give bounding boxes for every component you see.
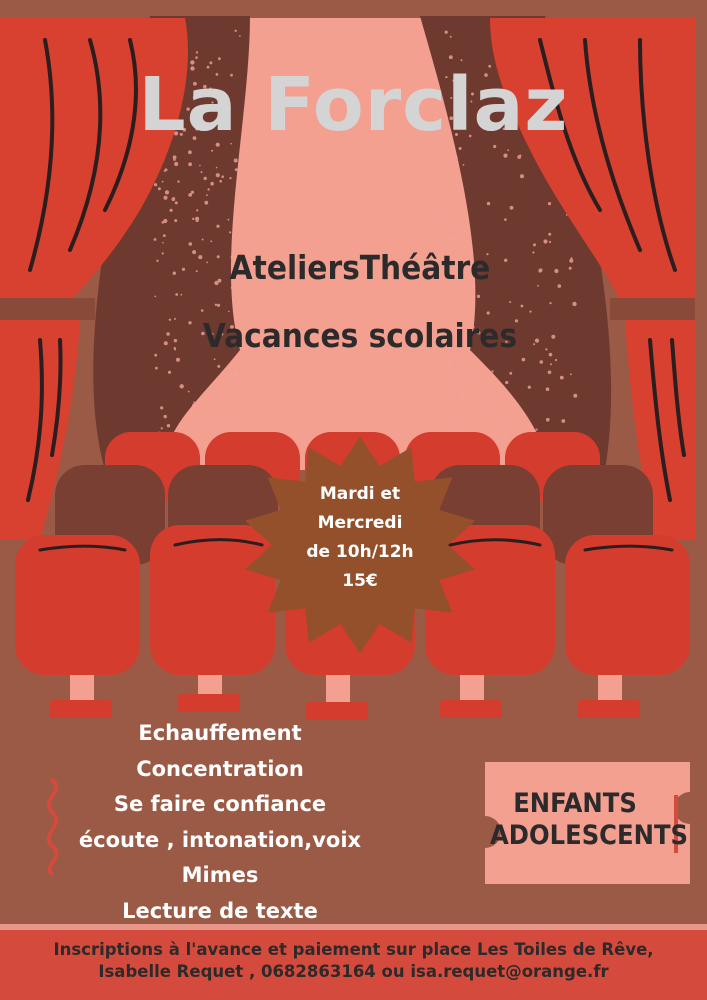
glitter-dot xyxy=(504,437,507,440)
glitter-dot xyxy=(461,392,463,394)
glitter-dot xyxy=(199,165,201,167)
glitter-dot xyxy=(239,35,241,37)
glitter-dot xyxy=(173,197,175,199)
glitter-dot xyxy=(543,239,547,243)
glitter-dot xyxy=(211,150,213,152)
glitter-dot xyxy=(546,418,550,422)
glitter-dot xyxy=(180,384,184,388)
glitter-dot xyxy=(196,418,199,421)
glitter-dot xyxy=(548,202,551,205)
workshop-title: AteliersThéâtre xyxy=(229,248,491,287)
glitter-dot xyxy=(456,184,458,186)
glitter-dot xyxy=(510,206,514,210)
audience-ticket xyxy=(490,788,689,852)
schedule-price: 15€ xyxy=(342,571,378,591)
glitter-dot xyxy=(452,162,455,165)
glitter-dot xyxy=(238,393,242,397)
glitter-dot xyxy=(497,407,500,410)
glitter-dot xyxy=(195,56,198,59)
glitter-dot xyxy=(189,413,192,416)
glitter-dot xyxy=(154,238,157,241)
glitter-dot xyxy=(548,371,552,375)
glitter-dot xyxy=(473,295,475,297)
glitter-dot xyxy=(206,194,208,196)
glitter-dot xyxy=(177,180,179,182)
glitter-dot xyxy=(572,302,576,306)
curtain-tieback-left xyxy=(0,298,95,320)
glitter-dot xyxy=(522,358,526,362)
glitter-dot xyxy=(454,413,456,415)
activity-item: Concentration xyxy=(136,756,304,781)
glitter-dot xyxy=(158,187,161,190)
glitter-dot xyxy=(454,156,457,159)
glitter-dot xyxy=(164,415,167,418)
glitter-dot xyxy=(188,150,192,154)
glitter-dot xyxy=(487,202,490,205)
glitter-dot xyxy=(509,301,511,303)
activities-list xyxy=(60,716,380,929)
glitter-dot xyxy=(438,291,440,293)
glitter-dot xyxy=(473,407,477,411)
glitter-dot xyxy=(204,177,207,180)
glitter-dot xyxy=(238,221,240,223)
glitter-dot xyxy=(176,358,180,362)
glitter-dot xyxy=(507,149,509,151)
glitter-dot xyxy=(191,408,195,412)
glitter-dot xyxy=(196,219,199,222)
glitter-dot xyxy=(535,429,537,431)
glitter-dot xyxy=(193,401,195,403)
glitter-dot xyxy=(165,168,168,171)
glitter-dot xyxy=(173,158,176,161)
glitter-dot xyxy=(504,218,507,221)
glitter-dot xyxy=(448,424,452,428)
activity-item: Lecture de texte xyxy=(122,898,318,923)
glitter-dot xyxy=(191,191,194,194)
glitter-dot xyxy=(215,304,217,306)
glitter-dot xyxy=(519,155,521,157)
glitter-dot xyxy=(234,159,238,163)
audience-children: ENFANTS xyxy=(513,788,637,819)
workshop-subtitle: Vacances scolaires xyxy=(202,316,518,355)
glitter-dot xyxy=(528,386,531,389)
glitter-dot xyxy=(570,373,572,375)
glitter-dot xyxy=(214,358,216,360)
glitter-dot xyxy=(449,55,453,59)
glitter-dot xyxy=(207,188,209,190)
glitter-dot xyxy=(503,154,507,158)
glitter-dot xyxy=(162,242,164,244)
glitter-dot xyxy=(459,239,462,242)
glitter-dot xyxy=(453,380,456,383)
glitter-dot xyxy=(218,426,221,429)
glitter-dot xyxy=(217,304,220,307)
glitter-dot xyxy=(235,30,237,32)
glitter-dot xyxy=(461,59,463,61)
glitter-dot xyxy=(160,406,163,409)
glitter-dot xyxy=(165,190,169,194)
glitter-dot xyxy=(445,31,448,34)
activity-item: écoute , intonation,voix xyxy=(78,827,362,852)
glitter-dot xyxy=(569,259,573,263)
glitter-dot xyxy=(447,302,451,306)
glitter-dot xyxy=(201,171,203,173)
glitter-dot xyxy=(175,201,178,204)
glitter-dot xyxy=(204,201,208,205)
glitter-dot xyxy=(491,370,493,372)
curtain-tieback-right xyxy=(610,298,695,320)
audience-teens: ADOLESCENTS xyxy=(490,820,689,851)
glitter-dot xyxy=(175,293,178,296)
glitter-dot xyxy=(494,383,497,386)
glitter-dot xyxy=(437,370,439,372)
glitter-dot xyxy=(235,291,238,294)
glitter-dot xyxy=(219,180,222,183)
glitter-dot xyxy=(560,376,564,380)
glitter-dot xyxy=(163,234,166,237)
glitter-dot xyxy=(218,57,221,60)
glitter-dot xyxy=(167,424,170,427)
glitter-dot xyxy=(216,225,219,228)
glitter-dot xyxy=(180,294,182,296)
glitter-dot xyxy=(210,182,214,186)
glitter-dot xyxy=(229,177,231,179)
schedule-badge xyxy=(280,480,440,596)
glitter-dot xyxy=(174,162,178,166)
glitter-dot xyxy=(210,403,212,405)
glitter-dot xyxy=(201,309,204,312)
glitter-dot xyxy=(235,427,239,431)
glitter-dot xyxy=(498,438,501,441)
glitter-dot xyxy=(463,164,465,166)
glitter-dot xyxy=(192,404,195,407)
footer-registration: Inscriptions à l'avance et paiement sur place Les Toiles de Rêve, xyxy=(53,940,654,959)
glitter-dot xyxy=(216,167,218,169)
glitter-dot xyxy=(235,168,238,171)
glitter-dot xyxy=(188,193,192,197)
activity-item: Se faire confiance xyxy=(113,792,327,816)
glitter-dot xyxy=(168,371,171,374)
glitter-dot xyxy=(533,243,536,246)
glitter-dot xyxy=(229,231,231,233)
glitter-dot xyxy=(225,392,227,394)
glitter-dot xyxy=(154,183,157,186)
glitter-dot xyxy=(510,417,514,421)
glitter-dot xyxy=(216,173,220,177)
schedule-days-line1: Mardi et xyxy=(319,484,401,504)
glitter-dot xyxy=(238,312,240,314)
glitter-dot xyxy=(549,241,551,243)
glitter-dot xyxy=(156,260,158,262)
glitter-dot xyxy=(550,363,552,365)
glitter-dot xyxy=(502,427,505,430)
glitter-dot xyxy=(220,422,223,425)
glitter-dot xyxy=(192,218,194,220)
footer-contact: Isabelle Requet , 0682863164 ou isa.requet@orange.fr xyxy=(98,962,609,981)
glitter-dot xyxy=(202,239,204,241)
glitter-dot xyxy=(235,371,239,375)
glitter-dot xyxy=(236,413,238,415)
glitter-dot xyxy=(449,236,453,240)
glitter-dot xyxy=(529,311,531,313)
activity-item: Echauffement xyxy=(138,721,302,745)
glitter-dot xyxy=(188,162,192,166)
glitter-dot xyxy=(162,181,164,183)
glitter-dot xyxy=(217,365,220,368)
glitter-dot xyxy=(237,301,241,305)
glitter-dot xyxy=(196,209,198,211)
glitter-dot xyxy=(210,240,212,242)
glitter-dot xyxy=(170,209,173,212)
glitter-dot xyxy=(521,305,524,308)
glitter-dot xyxy=(228,219,230,221)
glitter-dot xyxy=(196,51,198,53)
glitter-dot xyxy=(555,359,557,361)
page-title: La Forclaz xyxy=(138,62,569,148)
glitter-dot xyxy=(155,367,158,370)
glitter-dot xyxy=(540,360,544,364)
glitter-dot xyxy=(442,408,444,410)
glitter-dot xyxy=(161,427,163,429)
glitter-dot xyxy=(505,381,508,384)
glitter-dot xyxy=(548,233,551,236)
glitter-dot xyxy=(189,242,193,246)
glitter-dot xyxy=(228,311,230,313)
glitter-dot xyxy=(164,196,168,200)
glitter-dot xyxy=(477,295,480,298)
glitter-dot xyxy=(448,363,452,367)
glitter-dot xyxy=(573,394,577,398)
glitter-dot xyxy=(549,302,551,304)
glitter-dot xyxy=(221,175,224,178)
glitter-dot xyxy=(516,411,519,414)
glitter-dot xyxy=(188,391,190,393)
glitter-dot xyxy=(435,208,438,211)
glitter-dot xyxy=(162,221,165,224)
glitter-dot xyxy=(472,376,476,380)
glitter-dot xyxy=(449,405,451,407)
activity-item: Mimes xyxy=(181,863,259,887)
glitter-dot xyxy=(569,267,572,270)
glitter-dot xyxy=(488,386,491,389)
glitter-dot xyxy=(203,422,205,424)
glitter-dot xyxy=(487,311,490,314)
schedule-days-line2: Mercredi xyxy=(317,513,403,533)
glitter-dot xyxy=(509,372,512,375)
glitter-dot xyxy=(546,387,550,391)
glitter-dot xyxy=(520,174,524,178)
glitter-dot xyxy=(154,296,156,298)
schedule-hours: de 10h/12h xyxy=(306,542,414,562)
glitter-dot xyxy=(174,219,177,222)
glitter-dot xyxy=(486,407,490,411)
glitter-dot xyxy=(450,36,452,38)
glitter-dot xyxy=(462,397,465,400)
glitter-dot xyxy=(154,354,157,357)
glitter-dot xyxy=(437,175,439,177)
glitter-dot xyxy=(493,404,497,408)
glitter-dot xyxy=(561,419,565,423)
glitter-dot xyxy=(444,209,446,211)
